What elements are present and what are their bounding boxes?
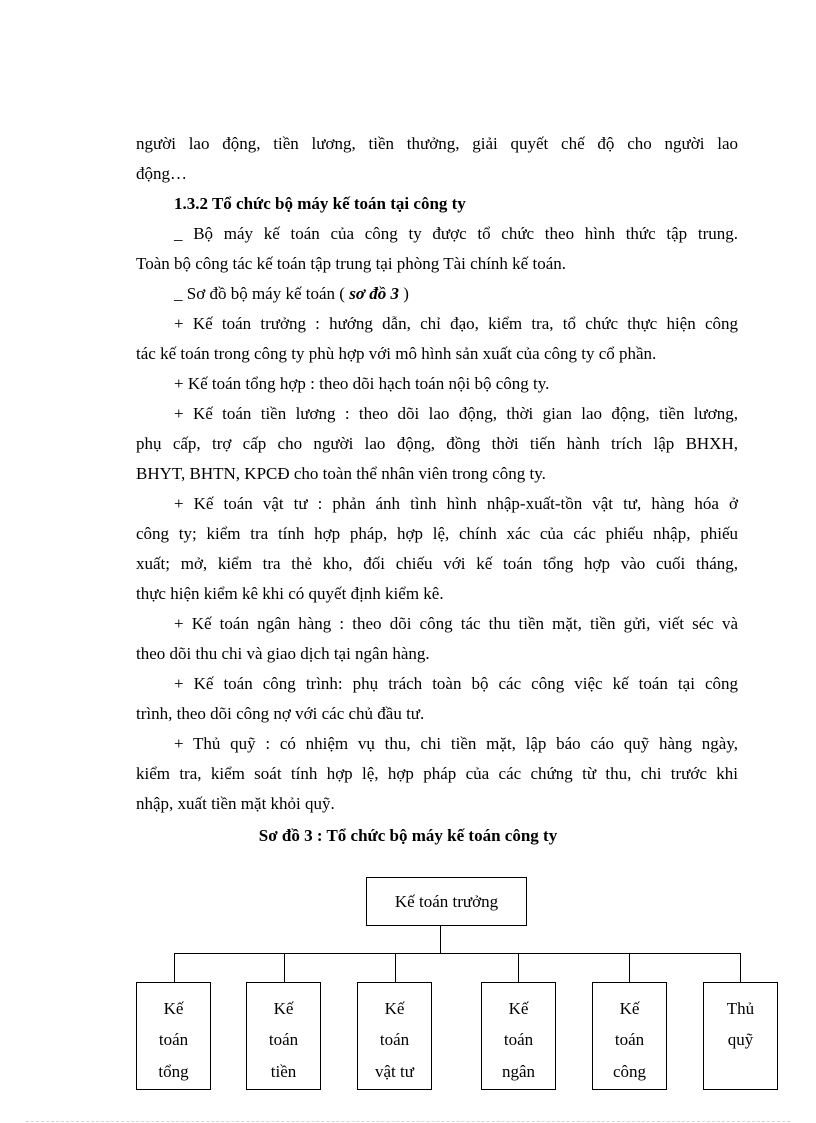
org-child-label: Kế xyxy=(619,999,640,1018)
org-child-label: Thủ xyxy=(726,999,755,1018)
org-child-label: ngân xyxy=(501,1062,536,1081)
text-line: + Thủ quỹ : có nhiệm vụ thu, chi tiền mặt, lập báo cáo quỹ hàng ngày, xyxy=(174,734,738,753)
org-child-label: công xyxy=(612,1062,647,1081)
text-line: kiểm tra, kiểm soát tính hợp lệ, hợp pháp của các chứng từ thu, chi trước khi xyxy=(136,764,738,783)
org-child-box xyxy=(246,982,321,1090)
page-bottom-rule xyxy=(26,1121,790,1122)
text-line: BHYT, BHTN, KPCĐ cho toàn thể nhân viên trong công ty. xyxy=(136,464,546,483)
text-line: người lao động, tiền lương, tiền thưởng, giải quyết chế độ cho người lao xyxy=(136,134,738,153)
org-child-label: tổng xyxy=(158,1062,189,1081)
text-line: xuất; mở, kiểm tra thẻ kho, đối chiếu với kế toán tổng hợp vào cuối tháng, xyxy=(136,554,738,573)
connector-line xyxy=(440,926,441,953)
org-child-label: toán xyxy=(158,1030,189,1049)
org-child-label: toán xyxy=(268,1030,299,1049)
text-line: + Kế toán tiền lương : theo dõi lao động, thời gian lao động, tiền lương, xyxy=(174,404,738,423)
org-child-label: Kế xyxy=(384,999,405,1018)
text-line: _ Bộ máy kế toán của công ty được tổ chức theo hình thức tập trung. xyxy=(174,224,738,243)
connector-line xyxy=(395,953,396,982)
connector-line xyxy=(629,953,630,982)
org-root-box xyxy=(366,877,527,926)
connector-line xyxy=(740,953,741,982)
chart-title: Sơ đồ 3 : Tổ chức bộ máy kế toán công ty xyxy=(258,826,558,845)
text-line: thực hiện kiểm kê khi có quyết định kiểm kê. xyxy=(136,584,444,603)
text-span: _ Sơ đồ bộ máy kế toán ( xyxy=(174,284,345,303)
text-line: tác kế toán trong công ty phù hợp với mô hình sản xuất của công ty cổ phần. xyxy=(136,344,657,363)
org-child-label: Kế xyxy=(273,999,294,1018)
org-child-label: toán xyxy=(614,1030,645,1049)
section-heading: 1.3.2 Tổ chức bộ máy kế toán tại công ty xyxy=(174,194,466,213)
text-line: công ty; kiểm tra tính hợp pháp, hợp lệ, chính xác của các phiếu nhập, phiếu xyxy=(136,524,738,543)
connector-line xyxy=(518,953,519,982)
org-child-label: vật tư xyxy=(375,1062,414,1081)
org-child-label: toán xyxy=(379,1030,410,1049)
org-child-label: toán xyxy=(503,1030,534,1049)
org-child-box xyxy=(357,982,432,1090)
text-line: theo dõi thu chi và giao dịch tại ngân hàng. xyxy=(136,644,430,663)
connector-line xyxy=(174,953,175,982)
org-child-label: Kế xyxy=(508,999,529,1018)
text-line: trình, theo dõi công nợ với các chủ đầu tư. xyxy=(136,704,425,723)
text-line: nhập, xuất tiền mặt khỏi quỹ. xyxy=(136,794,335,813)
text-line xyxy=(174,283,738,305)
text-line: + Kế toán công trình: phụ trách toàn bộ các công việc kế toán tại công xyxy=(174,674,738,693)
text-line: phụ cấp, trợ cấp cho người lao động, đồng thời tiến hành trích lập BHXH, xyxy=(136,434,738,453)
org-root-label: Kế toán trưởng xyxy=(394,891,499,911)
connector-line xyxy=(284,953,285,982)
text-line: + Kế toán ngân hàng : theo dõi công tác thu tiền mặt, tiền gửi, viết séc và xyxy=(174,614,738,633)
text-span: ) xyxy=(403,284,409,303)
org-child-box xyxy=(136,982,211,1090)
org-child-label: quỹ xyxy=(727,1030,754,1049)
diagram-reference: sơ đồ 3 xyxy=(349,284,399,303)
text-line: + Kế toán vật tư : phản ánh tình hình nhập-xuất-tồn vật tư, hàng hóa ở xyxy=(174,494,738,513)
text-line: + Kế toán tổng hợp : theo dõi hạch toán nội bộ công ty. xyxy=(174,374,550,393)
org-child-box xyxy=(592,982,667,1090)
org-child-box xyxy=(703,982,778,1090)
org-child-box xyxy=(481,982,556,1090)
org-child-label: tiền xyxy=(270,1062,297,1081)
text-line: + Kế toán trưởng : hướng dẫn, chỉ đạo, kiểm tra, tổ chức thực hiện công xyxy=(174,314,738,333)
org-child-label: Kế xyxy=(163,999,184,1018)
text-line: Toàn bộ công tác kế toán tập trung tại phòng Tài chính kế toán. xyxy=(136,254,566,273)
text-line: động… xyxy=(136,164,187,183)
connector-line xyxy=(174,953,741,954)
